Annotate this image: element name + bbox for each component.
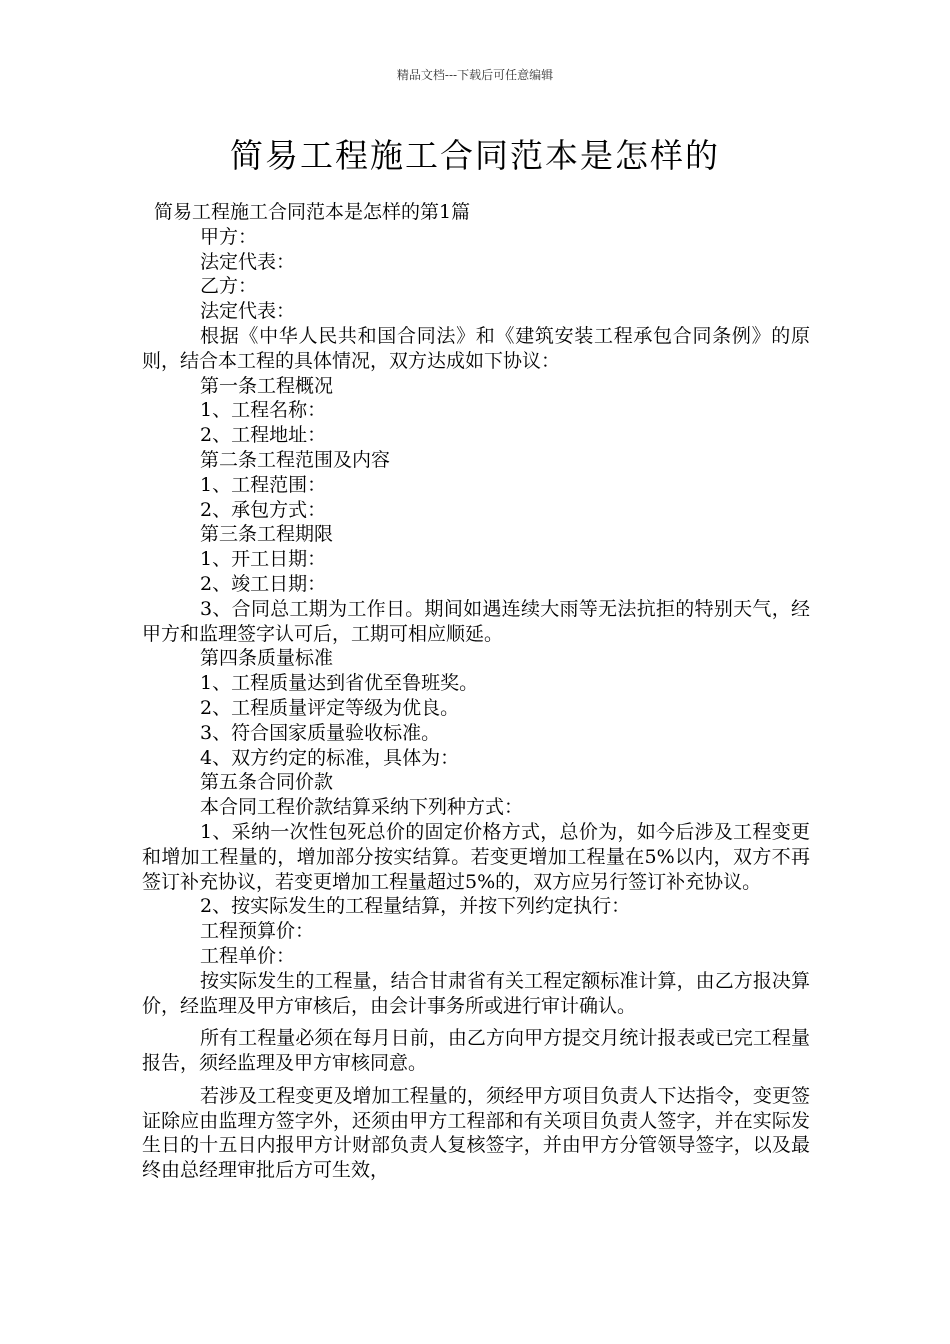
document-body xyxy=(142,200,810,1183)
article-3-item-3: 3、合同总工期为工作日。期间如遇连续大雨等无法抗拒的特别天气，经甲方和监理签字认可后，工期可相应顺延。 xyxy=(142,597,810,645)
change-order-paragraph: 若涉及工程变更及增加工程量的，须经甲方项目负责人下达指令，变更签证除应由监理方签字外，还须由甲方工程部和有关项目负责人签字，并在实际发生日的十五日内报甲方计财部负责人复核签字，并由甲方分管领导签字，以及最终由总经理审批后方可生效， xyxy=(142,1084,810,1182)
article-4-item-2: 2、工程质量评定等级为优良。 xyxy=(200,696,460,719)
section-subtitle: 简易工程施工合同范本是怎样的第1篇 xyxy=(154,201,471,223)
article-4-item-1: 1、工程质量达到省优至鲁班奖。 xyxy=(200,672,479,695)
article-3-item-1: 1、开工日期： xyxy=(200,548,327,571)
header-note: 精品文档---下载后可任意编辑 xyxy=(396,68,554,82)
article-3-item-2: 2、竣工日期： xyxy=(200,572,327,595)
article-1-item-2: 2、工程地址： xyxy=(200,424,327,447)
article-4-item-3: 3、符合国家质量验收标准。 xyxy=(200,721,441,744)
article-5-intro: 本合同工程价款结算采纳下列种方式： xyxy=(200,796,524,819)
party-b-rep-line: 法定代表： xyxy=(200,300,296,323)
article-3-heading: 第三条工程期限 xyxy=(200,523,334,546)
party-b-line: 乙方： xyxy=(200,275,258,298)
settlement-paragraph: 按实际发生的工程量，结合甘肃省有关工程定额标准计算，由乙方报决算价，经监理及甲方审核后，由会计事务所或进行审计确认。 xyxy=(142,969,810,1017)
article-1-item-1: 1、工程名称： xyxy=(200,399,327,422)
article-2-item-1: 1、工程范围： xyxy=(200,473,327,496)
budget-price-line: 工程预算价： xyxy=(200,920,315,943)
document-title: 简易工程施工合同范本是怎样的 xyxy=(230,136,720,175)
article-5-heading: 第五条合同价款 xyxy=(200,771,334,794)
article-4-heading: 第四条质量标准 xyxy=(200,647,334,670)
article-2-item-2: 2、承包方式： xyxy=(200,498,327,521)
party-a-line: 甲方： xyxy=(200,225,258,248)
article-5-item-2: 2、按实际发生的工程量结算，并按下列约定执行： xyxy=(200,895,631,918)
article-4-item-4: 4、双方约定的标准，具体为： xyxy=(200,746,460,769)
article-2-heading: 第二条工程范围及内容 xyxy=(200,448,391,471)
monthly-report-paragraph: 所有工程量必须在每月日前，由乙方向甲方提交月统计报表或已完工程量报告，须经监理及甲方审核同意。 xyxy=(142,1027,810,1075)
intro-paragraph: 根据《中华人民共和国合同法》和《建筑安装工程承包合同条例》的原则，结合本工程的具体情况，双方达成如下协议： xyxy=(142,324,810,372)
unit-price-line: 工程单价： xyxy=(200,944,296,967)
party-a-rep-line: 法定代表： xyxy=(200,250,296,273)
article-1-heading: 第一条工程概况 xyxy=(200,374,334,397)
article-5-item-1: 1、采纳一次性包死总价的固定价格方式，总价为，如今后涉及工程变更和增加工程量的，增加部分按实结算。若变更增加工程量在5%以内，双方不再签订补充协议，若变更增加工程量超过5%的，双方应另行签订补充协议。 xyxy=(142,820,810,893)
